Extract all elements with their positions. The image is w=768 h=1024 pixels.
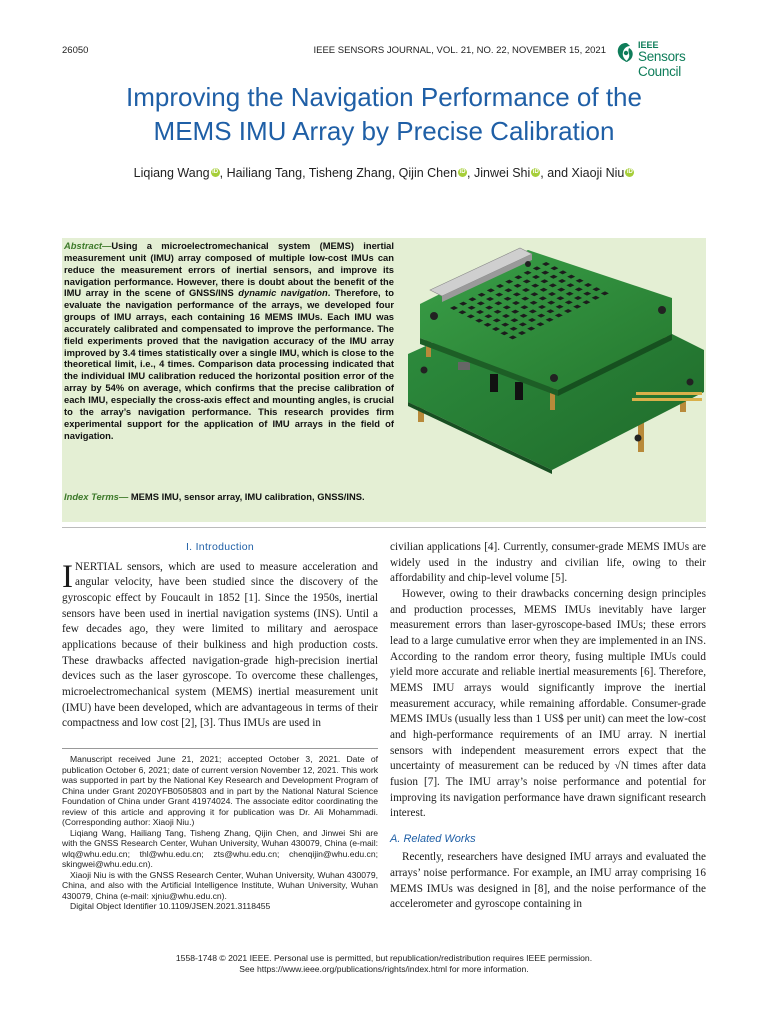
title-line-2: MEMS IMU Array by Precise Calibration bbox=[153, 116, 615, 146]
index-terms-lead: Index Terms— bbox=[64, 491, 129, 502]
footnote-manuscript: Manuscript received June 21, 2021; accepted October 3, 2021. Date of publication October 6, 2021; date of current version November 12, 2021. This work was supported in part by the National Key Research and Development Program of China under Grant 2020YFB0505803 and in part by the National Natural Science Foundation of China under Grant 41974024. The associate editor coordinating the review of this article and approving it for publication was Dr. Ali Mohammadi. (Corresponding author: Xiaoji Niu.) bbox=[62, 754, 378, 827]
page-footer bbox=[62, 953, 706, 974]
subsection-heading-related-works: A. Related Works bbox=[390, 832, 476, 845]
drop-cap: I bbox=[62, 558, 73, 595]
right-paragraph-2: However, owing to their drawbacks concerning design principles and production processes, MEMS IMUs inevitably have larger measurement errors than laser-gyroscope-based IMUs; these errors lead to a large cumulative error when they are implemented in an INS. According to the random error theory, fusing multiple IMUs could yield more accurate and reliable inertial measurements [6]. Therefore, MEMS IMU arrays would significantly improve the inertial measurement accuracy, while remaining affordable. Consumer-grade MEMS IMUs (usually less than 1 US$ per unit) can meet the low-cost and high-performance requirements of an IMU array. N inertial sensors with independent measurement errors expect that the uncertainty of measurement can be reduced by √N times after data fusion [7]. The IMU array’s noise performance and potential for improving its navigation performance have drawn significant research interest. bbox=[390, 587, 706, 820]
intro-paragraph bbox=[62, 560, 378, 732]
logo-text-bottom: Sensors Council bbox=[638, 49, 686, 79]
ieee-sensors-council-logo bbox=[616, 40, 714, 79]
abstract-body-2: . Therefore, to evaluate the navigation performance of the arrays, we developed four groups of IMU arrays, each containing 16 MEMS IMUs. Each IMU was accurately calibrated and compensated to improve the performance. The field experiments proved that the navigation accuracy of the IMU array improved by 3.4 times statistically over a single IMU, which is close to the theoretical limit, i.e., 4 times. Comparison data processing indicated that the individual IMU calibration reduced the horizontal position error of the array by 54% on average, which confirms that the precise calibration of each IMU, especially the cross-axis effect and mounting angles, is crucial to the array’s navigation performance. This research provides firm experimental support for the application of IMU arrays in the field of navigation. bbox=[64, 287, 394, 441]
left-column bbox=[62, 540, 378, 732]
copyright-line: 1558-1748 © 2021 IEEE. Personal use is permitted, but republication/redistribution requires IEEE permission. bbox=[175, 953, 593, 963]
author-list bbox=[40, 166, 728, 180]
abstract-body: Using a microelectromechanical system (MEMS) inertial measurement unit (IMU) array composed of multiple low-cost IMUs can reduce the measurement errors of inertial sensors, and improve its navigation performance. However, there is doubt about the benefit of the IMU array in the scene of GNSS/INS bbox=[64, 240, 394, 299]
logo-text-top: IEEE bbox=[638, 40, 659, 50]
divider bbox=[62, 527, 706, 528]
sensors-council-logo-icon bbox=[616, 42, 636, 64]
author-1: Liqiang Wang bbox=[133, 166, 210, 180]
author-2: , Hailiang Tang, Tisheng Zhang, Qijin Chen bbox=[219, 166, 458, 180]
author-3: , Jinwei Shi bbox=[467, 166, 531, 180]
orcid-icon[interactable]: iD bbox=[212, 169, 219, 175]
right-paragraph-3: Recently, researchers have designed IMU arrays and evaluated the arrays’ noise performance. For example, an IMU array comprising 16 MEMS IMUs was designed in [8], and the noise performance of the accelerometer and gyroscope containing in bbox=[390, 851, 706, 911]
right-column bbox=[390, 540, 706, 913]
footnote-affiliation-2: Xiaoji Niu is with the GNSS Research Center, Wuhan University, Wuhan 430079, China, and also with the Artificial Intelligence Institute, Wuhan University, Wuhan 430079, China (e-mail: xjniu@whu.edu.cn). bbox=[62, 869, 378, 901]
footnote-affiliation-1: Liqiang Wang, Hailiang Tang, Tisheng Zhang, Qijin Chen, and Jinwei Shi are with the GNSS Research Center, Wuhan University, Wuhan 430079, China (e-mail: wlq@whu.edu.cn; thl@whu.edu.cn; zts@whu.edu.cn; chenqijin@whu.edu.cn; skingwei@whu.edu.cn). bbox=[62, 827, 378, 869]
orcid-icon[interactable]: iD bbox=[459, 169, 466, 175]
title-line-1: Improving the Navigation Performance of the bbox=[126, 82, 642, 112]
imu-array-board-photo bbox=[400, 242, 704, 474]
footnotes bbox=[62, 754, 378, 912]
section-heading-intro: I. Introduction bbox=[185, 541, 255, 553]
index-terms-body: MEMS IMU, sensor array, IMU calibration, GNSS/INS. bbox=[128, 491, 365, 502]
orcid-icon[interactable]: iD bbox=[532, 169, 539, 175]
abstract-italic: dynamic navigation bbox=[238, 287, 328, 299]
rights-line: See https://www.ieee.org/publications/rights/index.html for more information. bbox=[239, 963, 529, 974]
abstract-text bbox=[64, 240, 394, 441]
index-terms bbox=[64, 491, 684, 502]
journal-info: IEEE SENSORS JOURNAL, VOL. 21, NO. 22, NOVEMBER 15, 2021 bbox=[313, 45, 606, 56]
orcid-icon[interactable]: iD bbox=[626, 169, 633, 175]
right-paragraph-1: civilian applications [4]. Currently, consumer-grade MEMS IMUs are widely used in the industry and civilian life, owing to their affordability and chip-level volume [5]. bbox=[390, 541, 706, 585]
paper-title bbox=[40, 80, 728, 148]
author-4: , and Xiaoji Niu bbox=[540, 166, 625, 180]
footnote-rule bbox=[62, 748, 378, 749]
footnote-doi: Digital Object Identifier 10.1109/JSEN.2021.3118455 bbox=[70, 901, 271, 911]
abstract-lead: Abstract— bbox=[64, 240, 112, 251]
page-number: 26050 bbox=[62, 45, 89, 56]
page-header bbox=[62, 40, 706, 79]
intro-text: NERTIAL sensors, which are used to measure acceleration and angular velocity, have been studied since the discovery of the gyroscopic effect by Foucault in 1852 [1]. Since the 1950s, inertial sensors have been used in inertial navigation systems (INS). Until a few decades ago, they were limited to military and aerospace applications because of their bulkiness and high production costs. These drawbacks affected navigation-grade high-precision inertial devices such as the laser gyroscope. To overcome these challenges, microelectromechanical system (MEMS) inertial measurement unit (IMU) have been developed, which are advantageous in terms of their compactness and low cost [2], [3]. Thus IMUs are used in bbox=[62, 560, 378, 730]
